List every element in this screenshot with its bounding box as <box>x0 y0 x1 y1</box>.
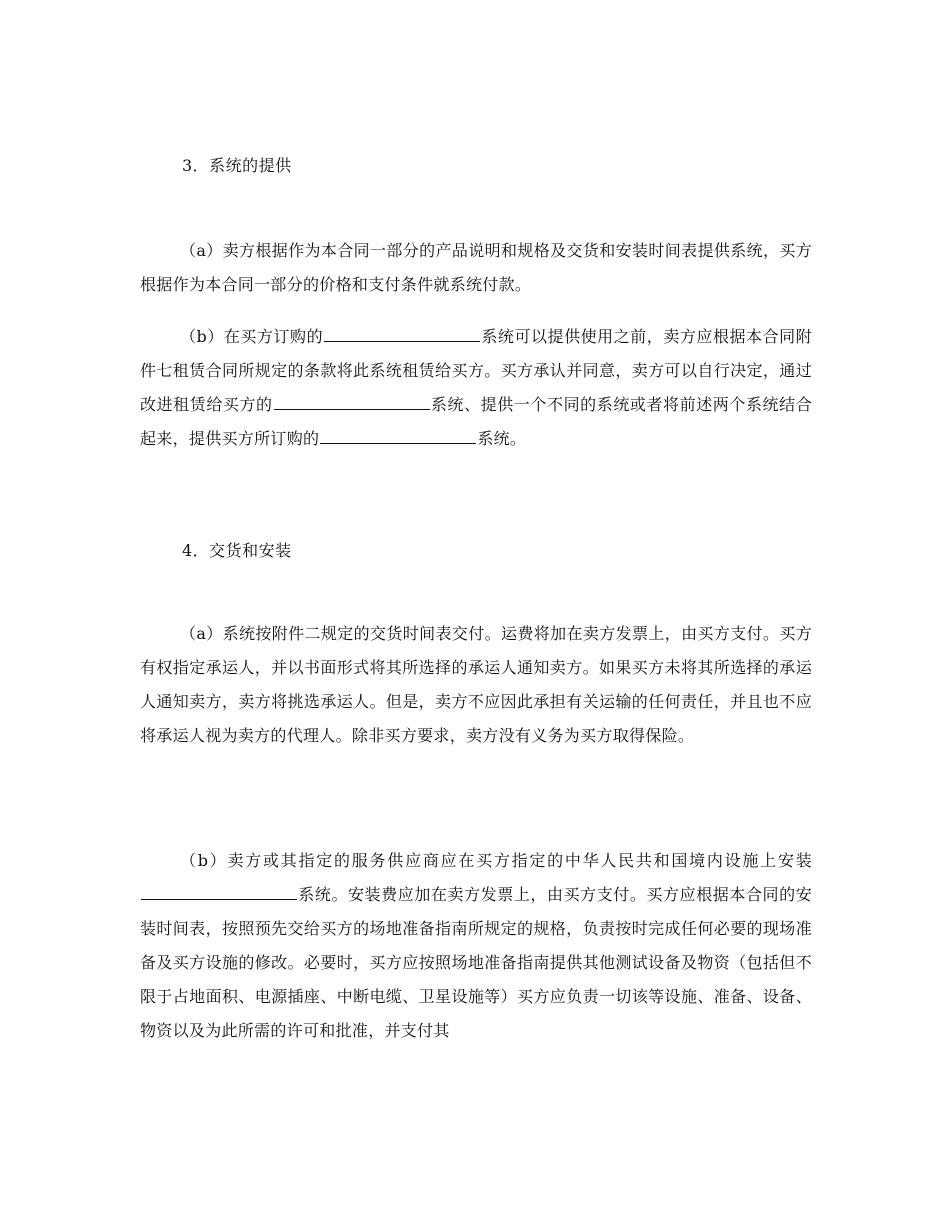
section-3-paragraph-a: （a）卖方根据作为本合同一部分的产品说明和规格及交货和安装时间表提供系统，买方根据作为本合同一部分的价格和支付条件就系统付款。 <box>140 241 812 294</box>
fill-in-blank <box>274 395 430 410</box>
section-3-heading: 3．系统的提供 <box>182 156 292 175</box>
paragraph-text: 系统可以提供使用之前，卖方应根据本合同附件七租赁合同所规定的条款将此系统租赁给买方。买方承认并同意，卖方可以自行决定，通过改进租赁给买方的 <box>140 327 812 414</box>
section-3-paragraph-b <box>140 320 812 456</box>
paragraph-text: （b）在买方订购的 <box>180 327 324 346</box>
paragraph-text: 系统。安装费应加在卖方发票上，由买方支付。买方应根据本合同的安装时间表，按照预先交给买方的场地准备指南所规定的规格，负责按时完成任何必要的现场准备及买方设施的修改。必要时，买方应按照场地准备指南提供其他测试设备及物资（包括但不限于占地面积、电源插座、中断电缆、卫星设施等）买方应负责一切该等设施、准备、设备、物资以及为此所需的许可和批准，并支付其 <box>140 885 812 1040</box>
paragraph-text: 系统。 <box>477 429 527 448</box>
section-4-paragraph-b <box>140 844 812 1048</box>
fill-in-blank <box>141 885 297 900</box>
paragraph-text: 系统、提供一个不同的系统或者将前述两个系统结合起来，提供买方所订购的 <box>140 395 813 448</box>
paragraph-text: （b）卖方或其指定的服务供应商应在买方指定的中华人民共和国境内设施上安装 <box>180 851 812 870</box>
section-4-heading: 4．交货和安装 <box>182 541 292 560</box>
section-4-paragraph-a: （a）系统按附件二规定的交货时间表交付。运费将加在卖方发票上，由买方支付。买方有权指定承运人，并以书面形式将其所选择的承运人通知卖方。如果买方未将其所选择的承运人通知卖方，卖方将挑选承运人。但是，卖方不应因此承担有关运输的任何责任，并且也不应将承运人视为卖方的代理人。除非买方要求，卖方没有义务为买方取得保险。 <box>140 624 812 745</box>
fill-in-blank <box>324 327 480 342</box>
fill-in-blank <box>320 429 476 444</box>
document-page <box>140 0 812 1230</box>
